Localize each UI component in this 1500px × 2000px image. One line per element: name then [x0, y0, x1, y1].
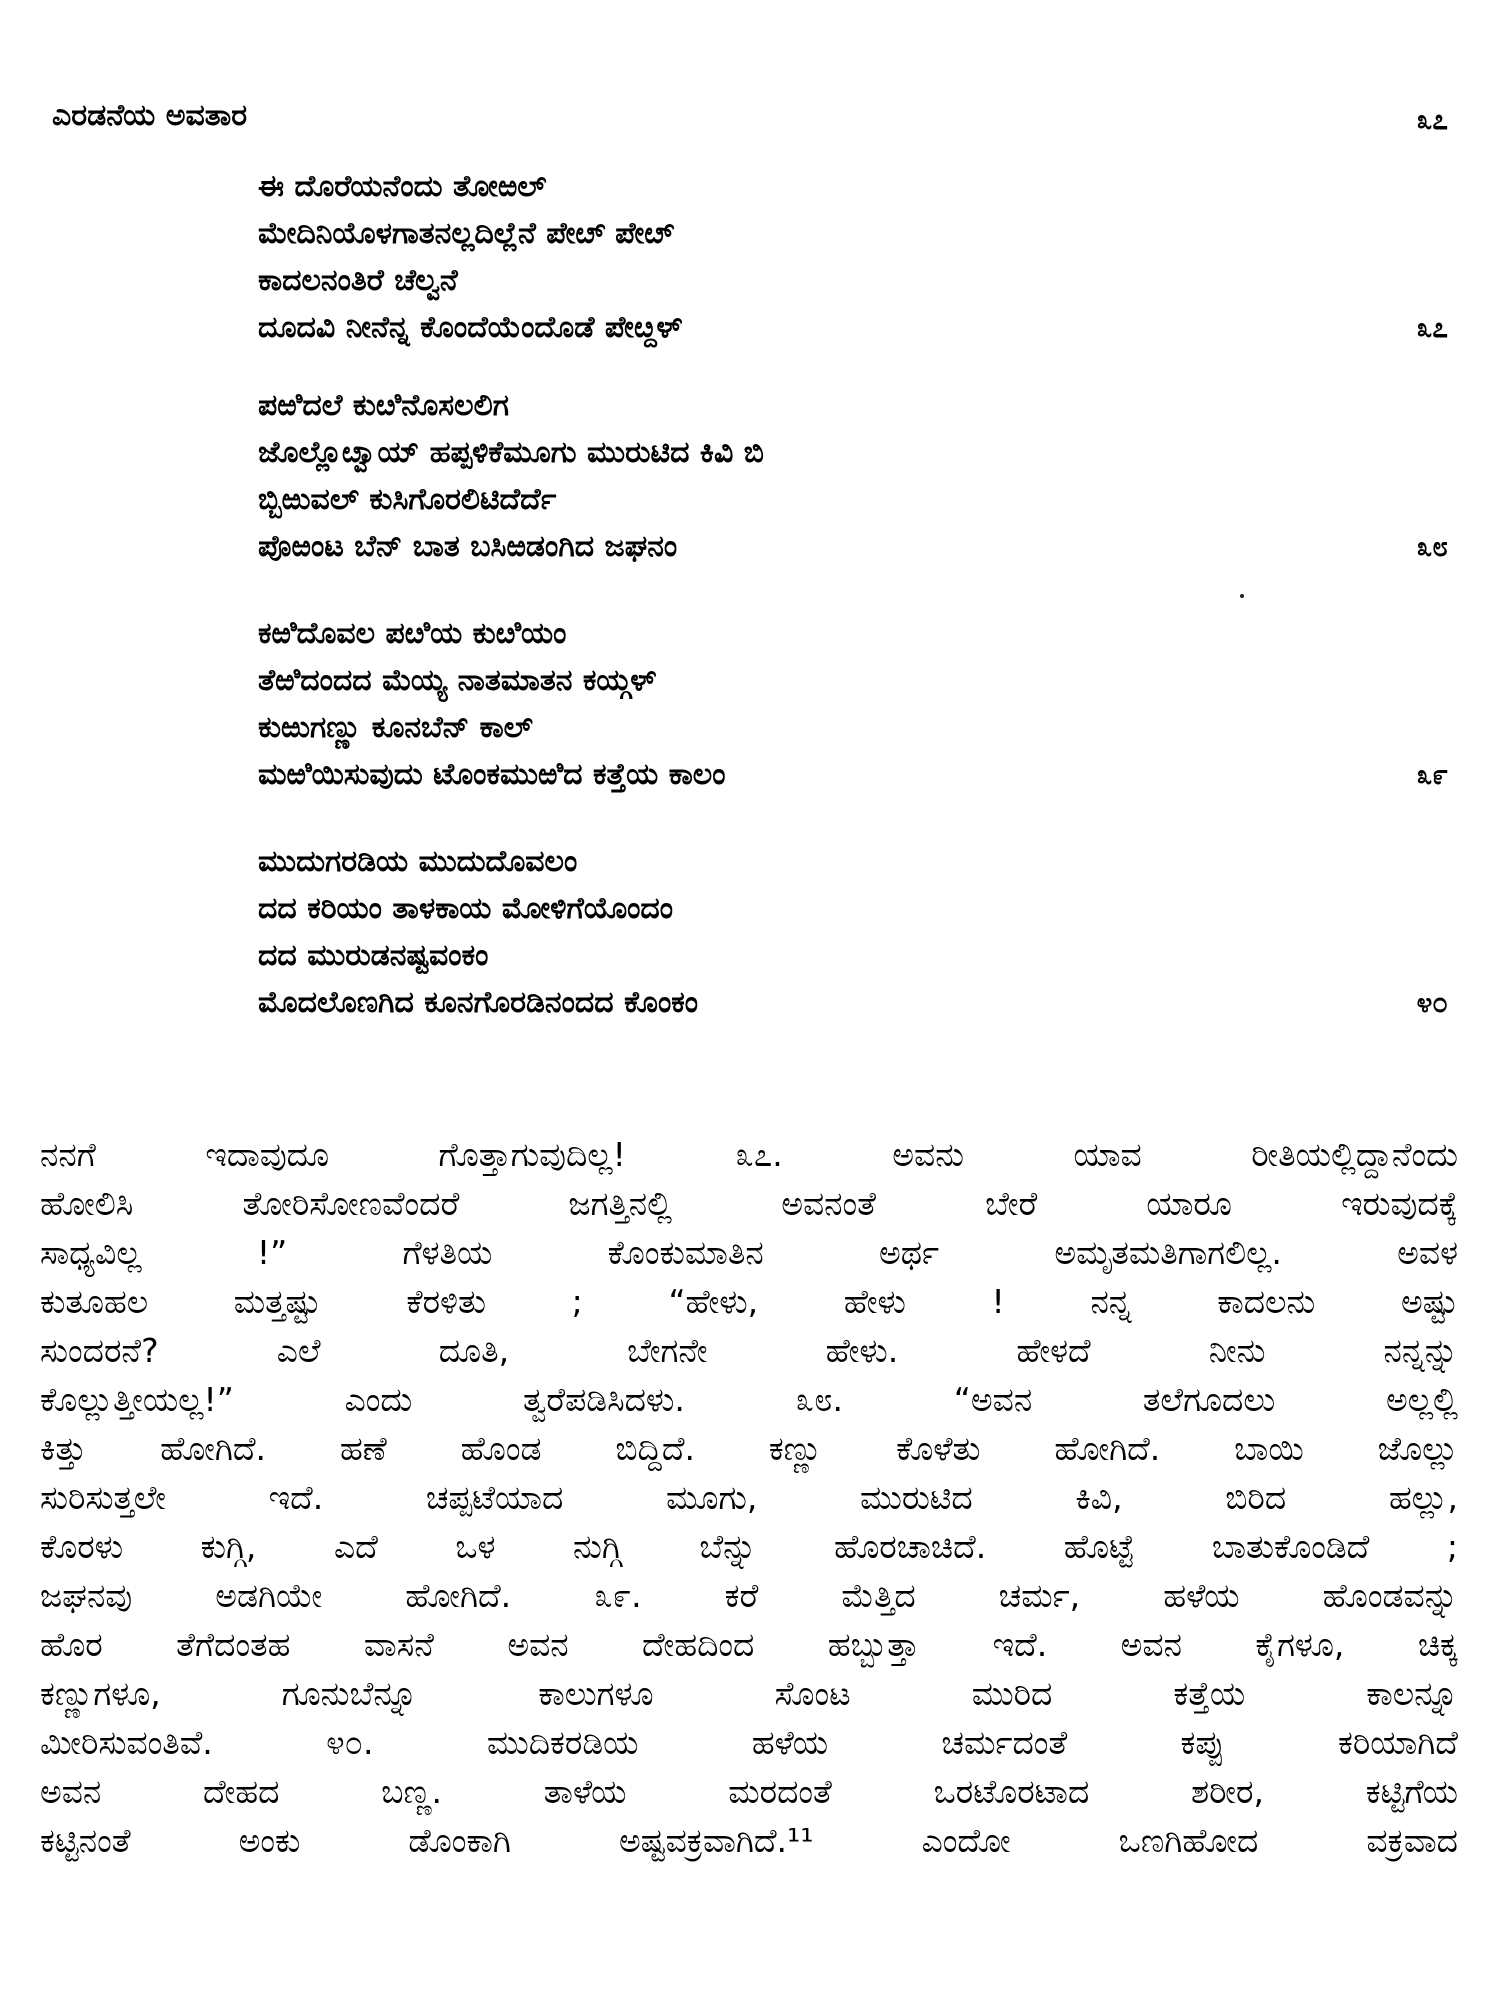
prose-line: ಮೀರಿಸುವಂತಿವೆ. ೪೦. ಮುದಿಕರಡಿಯ ಹಳೆಯ ಚರ್ಮದಂತೆ ಕಪ್ಪು ಕರಿಯಾಗಿದೆ — [40, 1723, 1458, 1762]
scan-speck — [1240, 594, 1244, 598]
verse-line — [258, 523, 1448, 570]
verse-stanza — [258, 838, 1448, 1026]
verse-number: ೪೦ — [1416, 986, 1448, 1019]
page-number: ೩೭ — [1416, 103, 1448, 136]
prose-line: ಕೊರಳು ಕುಗ್ಗಿ, ಎದೆ ಒಳ ನುಗ್ಗಿ ಬೆನ್ನು ಹೊರಚಾಚಿದೆ. ಹೊಟ್ಟೆ ಬಾತುಕೊಂಡಿದೆ ; — [40, 1527, 1458, 1566]
verse-stanza — [258, 610, 1448, 798]
verse-number: ೩೮ — [1416, 530, 1448, 563]
verse-line: ಕಱಿದೊವಲ ಪೞಿಯ ಕುೞಿಯಂ — [258, 616, 567, 651]
verse-line-text: ದೂದವಿ ನೀನೆನ್ನ ಕೊಂದೆಯೆಂದೊಡೆ ಪೇೞ್ದಳ್ — [258, 310, 683, 345]
verse-line-text: ಪೊಱಂಟ ಬೆನ್ ಬಾತ ಬಸಿಱಡಂಗಿದ ಜಘನಂ — [258, 529, 678, 564]
prose-line: ಕಟ್ಟಿನಂತೆ ಅಂಕು ಡೊಂಕಾಗಿ ಅಷ್ಟವಕ್ರವಾಗಿದೆ.¹¹ ಎಂದೋ ಒಣಗಿಹೋದ ವಕ್ರವಾದ — [40, 1821, 1458, 1860]
prose-line: ಹೊರ ತೆಗೆದಂತಹ ವಾಸನೆ ಅವನ ದೇಹದಿಂದ ಹಬ್ಬುತ್ತಾ ಇದೆ. ಅವನ ಕೈಗಳೂ, ಚಿಕ್ಕ — [40, 1625, 1458, 1664]
verse-number: ೩೯ — [1416, 758, 1448, 791]
verse-line: ತೆಱಿದಂದದ ಮೆಯ್ಯ ನಾತಮಾತನ ಕಯ್ಗಳ್ — [258, 663, 657, 698]
verse-line: ಜೊಲ್ಲೊೞ್ವಾಯ್ ಹಪ್ಪಳಿಕೆಮೂಗು ಮುರುಟಿದ ಕಿವಿ ಬಿ — [258, 435, 764, 470]
verse-line — [258, 304, 1448, 351]
verse-number: ೩೭ — [1416, 311, 1448, 344]
prose-line: ಸಾಧ್ಯವಿಲ್ಲ !” ಗೆಳತಿಯ ಕೊಂಕುಮಾತಿನ ಅರ್ಥ ಅಮೃತಮತಿಗಾಗಲಿಲ್ಲ. ಅವಳ — [40, 1233, 1458, 1272]
prose-line: ಸುಂದರನೆ? ಎಲೆ ದೂತಿ, ಬೇಗನೇ ಹೇಳು. ಹೇಳದೆ ನೀನು ನನ್ನನ್ನು — [40, 1331, 1458, 1370]
verse-line: ಈ ದೊರೆಯನೆಂದು ತೋಱಲ್ — [258, 169, 547, 204]
prose-translation — [40, 1130, 1458, 1865]
prose-line: ಕೊಲ್ಲುತ್ತೀಯಲ್ಲ!” ಎಂದು ತ್ವರೆಪಡಿಸಿದಳು. ೩೮. “ಅವನ ತಲೆಗೂದಲು ಅಲ್ಲಲ್ಲಿ — [40, 1380, 1458, 1419]
verse-line: ಮುದುಗರಡಿಯ ಮುದುದೊವಲಂ — [258, 844, 578, 879]
verse-line: ದದ ಮುರುಡನಷ್ಟವಂಕಂ — [258, 938, 489, 973]
verse-line: ಬ್ಬಿಱುವಲ್ ಕುಸಿಗೊರಲಿಟಿದೆರ್ದೆ — [258, 482, 557, 517]
verse-line-text: ಮೊದಲೊಣಗಿದ ಕೂನಗೊರಡಿನಂದದ ಕೊಂಕಂ — [258, 985, 699, 1020]
verse-line: ಮೇದಿನಿಯೊಳಗಾತನಲ್ಲದಿಲ್ಲೆನೆ ಪೇೞ್ ಪೇೞ್ — [258, 216, 674, 251]
verse-stanza — [258, 163, 1448, 351]
verse-line: ಕಾದಲನಂತಿರೆ ಚೆಲ್ವನೆ — [258, 263, 458, 298]
prose-line: ನನಗೆ ಇದಾವುದೂ ಗೊತ್ತಾಗುವುದಿಲ್ಲ! ೩೭. ಅವನು ಯಾವ ರೀತಿಯಲ್ಲಿದ್ದಾನೆಂದು — [40, 1135, 1458, 1174]
verse-line-text: ಮಱಿಯಿಸುವುದು ಟೊಂಕಮುಱಿದ ಕತ್ತೆಯ ಕಾಲಂ — [258, 757, 726, 792]
prose-line: ಸುರಿಸುತ್ತಲೇ ಇದೆ. ಚಪ್ಪಟೆಯಾದ ಮೂಗು, ಮುರುಟಿದ ಕಿವಿ, ಬಿರಿದ ಹಲ್ಲು, — [40, 1478, 1458, 1517]
prose-line: ಕಿತ್ತು ಹೋಗಿದೆ. ಹಣೆ ಹೊಂಡ ಬಿದ್ದಿದೆ. ಕಣ್ಣು ಕೊಳೆತು ಹೋಗಿದೆ. ಬಾಯಿ ಜೊಲ್ಲು — [40, 1429, 1458, 1468]
verse-line: ದದ ಕರಿಯಂ ತಾಳಕಾಯ ಮೋಳಿಗೆಯೊಂದಂ — [258, 891, 674, 926]
prose-line: ಹೋಲಿಸಿ ತೋರಿಸೋಣವೆಂದರೆ ಜಗತ್ತಿನಲ್ಲಿ ಅವನಂತೆ ಬೇರೆ ಯಾರೂ ಇರುವುದಕ್ಕೆ — [40, 1184, 1458, 1223]
verse-line — [258, 751, 1448, 798]
verse-line: ಕುಱುಗಣ್ಣು ಕೂನಬೆನ್ ಕಾಲ್ — [258, 710, 533, 745]
prose-line: ಅವನ ದೇಹದ ಬಣ್ಣ. ತಾಳೆಯ ಮರದಂತೆ ಒರಟೊರಟಾದ ಶರೀರ, ಕಟ್ಟಿಗೆಯ — [40, 1772, 1458, 1811]
running-head-title: ಎರಡನೆಯ ಅವತಾರ — [52, 98, 248, 133]
prose-line: ಕುತೂಹಲ ಮತ್ತಷ್ಟು ಕೆರಳಿತು ; “ಹೇಳು, ಹೇಳು ! ನನ್ನ ಕಾದಲನು ಅಷ್ಟು — [40, 1282, 1458, 1321]
prose-line: ಕಣ್ಣುಗಳೂ, ಗೂನುಬೆನ್ನೂ ಕಾಲುಗಳೂ ಸೊಂಟ ಮುರಿದ ಕತ್ತೆಯ ಕಾಲನ್ನೂ — [40, 1674, 1458, 1713]
verse-stanza — [258, 382, 1448, 570]
verse-line: ಪಱಿದಲೆ ಕುೞಿನೊಸಲಲಿಗ — [258, 388, 509, 423]
verse-line — [258, 979, 1448, 1026]
prose-line: ಜಘನವು ಅಡಗಿಯೇ ಹೋಗಿದೆ. ೩೯. ಕರೆ ಮೆತ್ತಿದ ಚರ್ಮ, ಹಳೆಯ ಹೊಂಡವನ್ನು — [40, 1576, 1458, 1615]
